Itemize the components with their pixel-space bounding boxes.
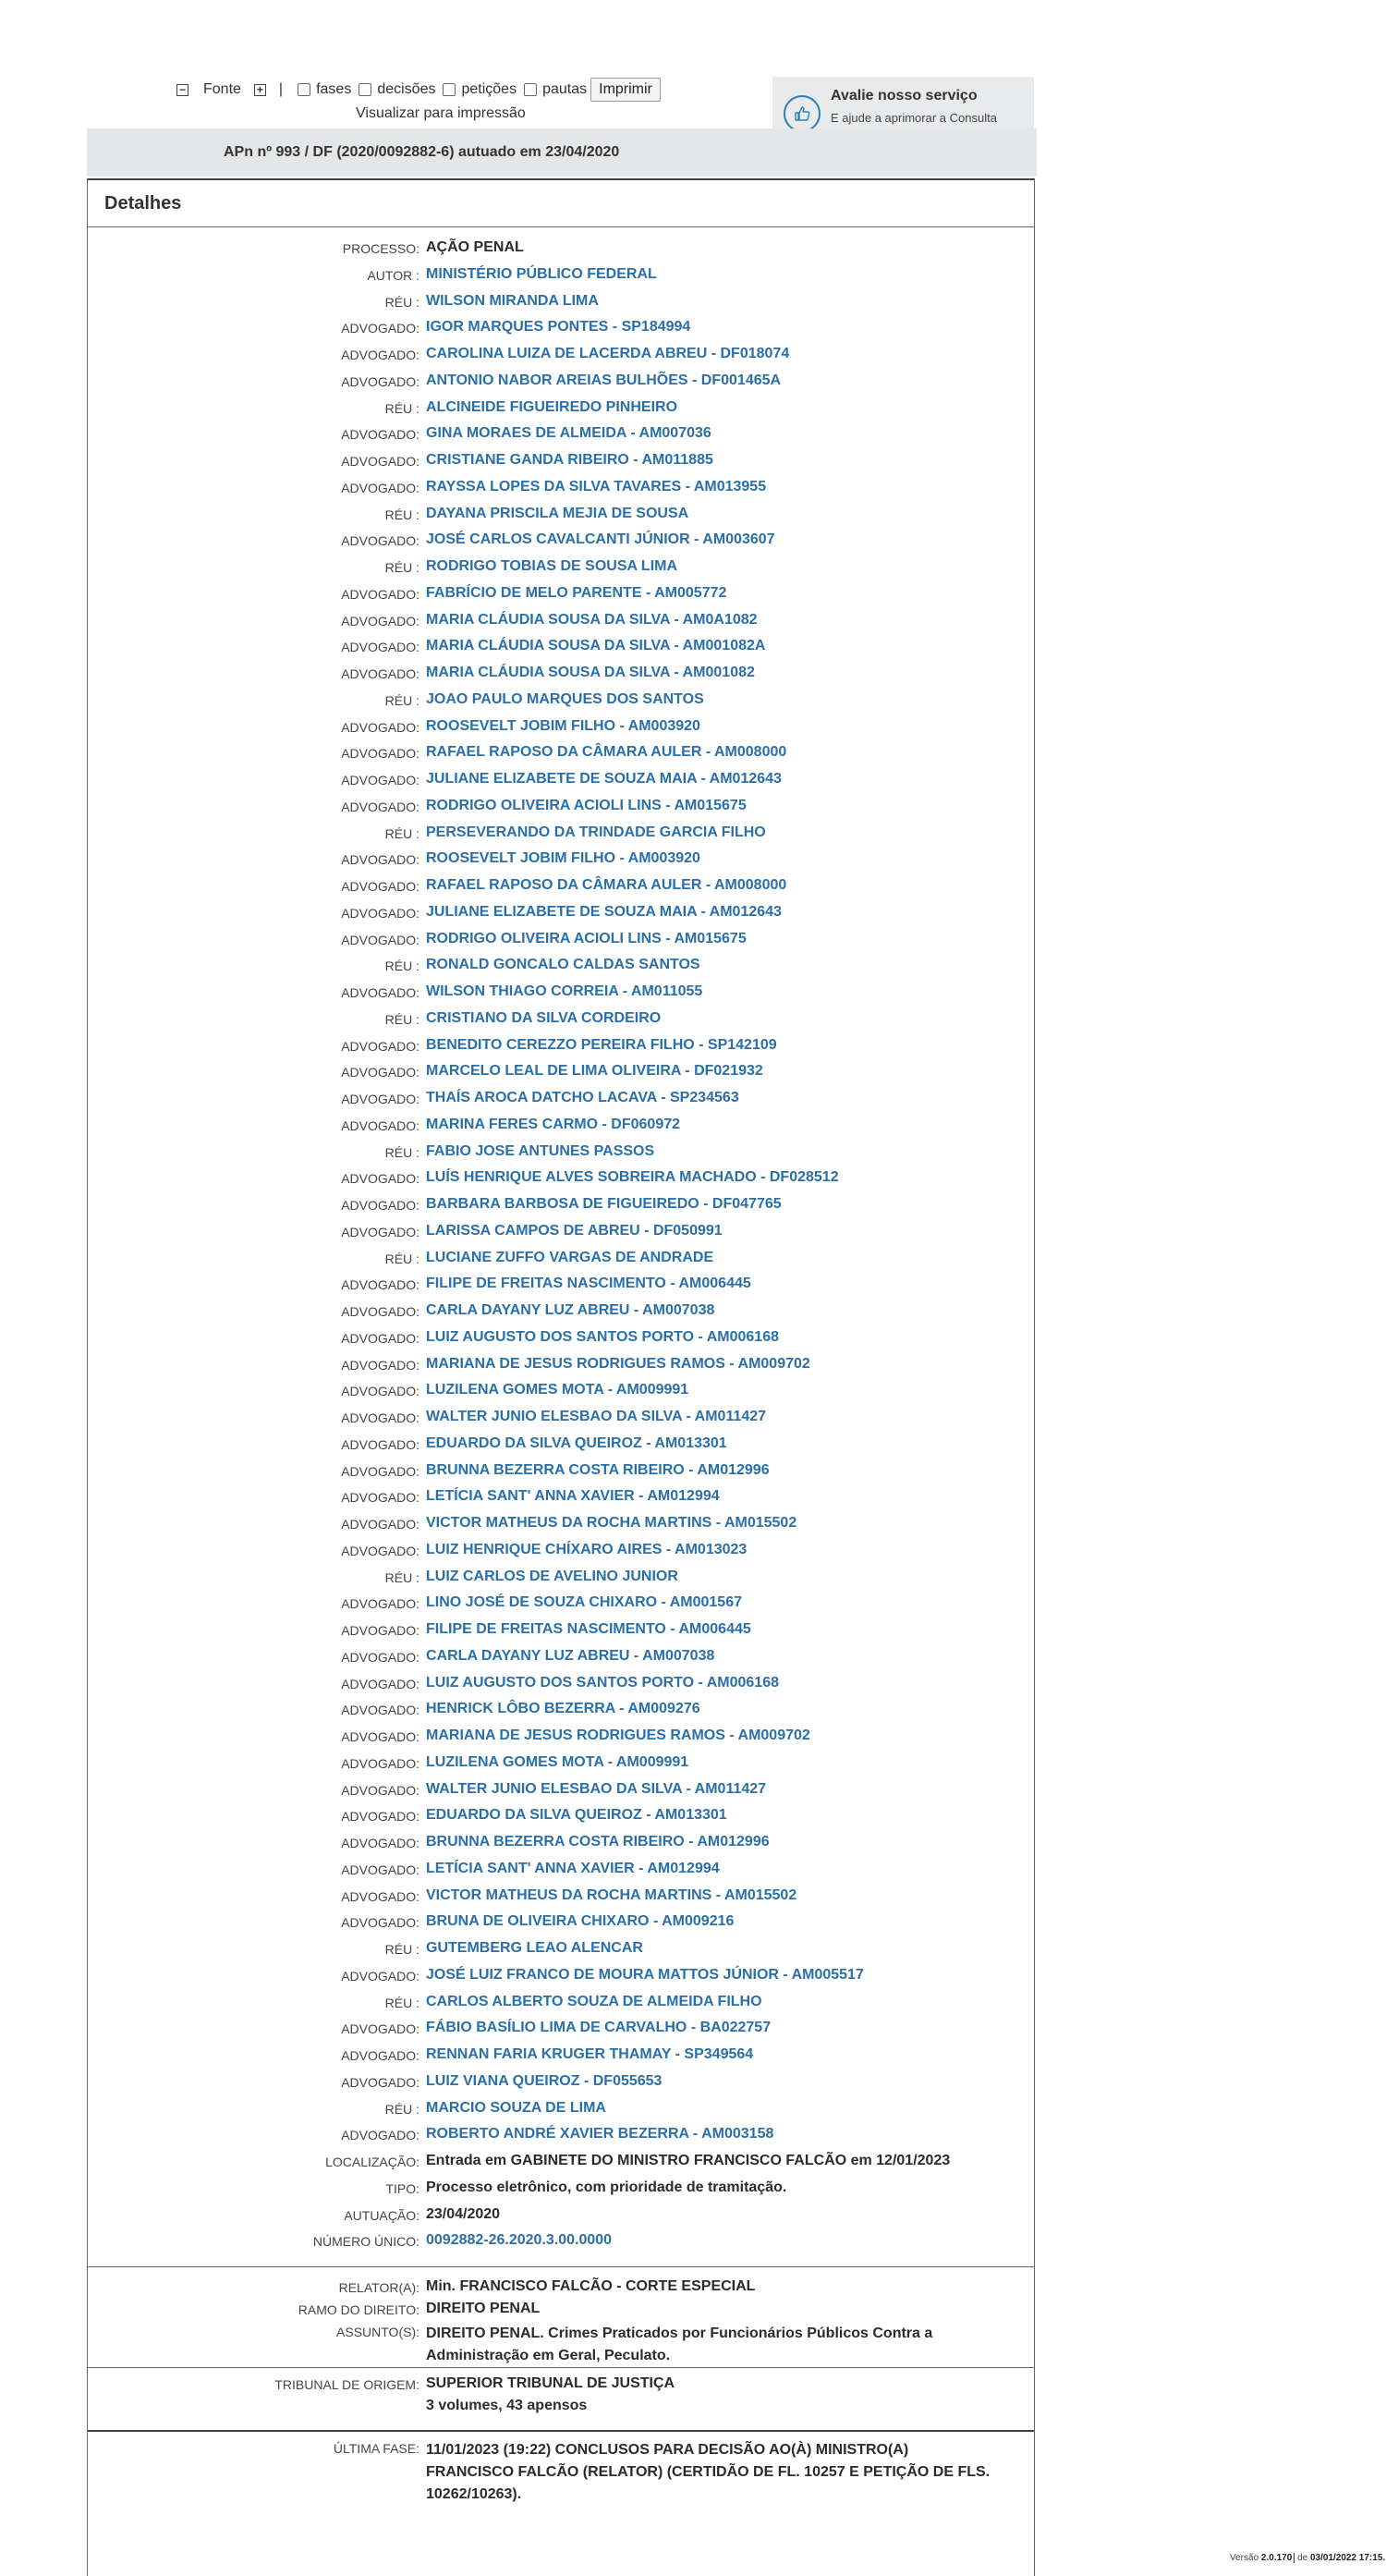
- party-link[interactable]: RENNAN FARIA KRUGER THAMAY - SP349564: [426, 2046, 754, 2062]
- detail-label: ADVOGADO:: [341, 1623, 419, 1638]
- party-link[interactable]: JOSÉ CARLOS CAVALCANTI JÚNIOR - AM003607: [426, 531, 775, 548]
- detail-label: ADVOGADO:: [341, 719, 419, 735]
- detail-label: ADVOGADO:: [341, 1729, 419, 1744]
- party-link[interactable]: WILSON MIRANDA LIMA: [426, 292, 599, 309]
- party-link[interactable]: DAYANA PRISCILA MEJIA DE SOUSA: [426, 505, 689, 521]
- party-link[interactable]: LUZILENA GOMES MOTA - AM009991: [426, 1753, 689, 1770]
- detail-label: ADVOGADO:: [341, 905, 419, 921]
- party-link[interactable]: LUIZ CARLOS DE AVELINO JUNIOR: [426, 1568, 678, 1584]
- party-link[interactable]: PERSEVERANDO DA TRINDADE GARCIA FILHO: [426, 824, 766, 840]
- party-link[interactable]: MARIANA DE JESUS RODRIGUES RAMOS - AM009702: [426, 1355, 810, 1372]
- party-link[interactable]: BENEDITO CEREZZO PEREIRA FILHO - SP142109: [426, 1036, 777, 1053]
- detail-row: [88, 239, 1034, 266]
- detail-row: [88, 2206, 1034, 2233]
- detail-row: [88, 1807, 1034, 1834]
- detail-label: ADVOGADO:: [341, 666, 419, 681]
- detail-label: RÉU :: [384, 1995, 419, 2010]
- detail-label: ADVOGADO:: [341, 1330, 419, 1346]
- party-link[interactable]: CAROLINA LUIZA DE LACERDA ABREU - DF018074: [426, 346, 790, 361]
- party-link[interactable]: MARIA CLÁUDIA SOUSA DA SILVA - AM001082A: [426, 638, 766, 654]
- pautas-label: pautas: [542, 81, 588, 97]
- peticoes-label: petições: [461, 81, 517, 97]
- party-link[interactable]: MARIA CLÁUDIA SOUSA DA SILVA - AM0A1082: [426, 611, 758, 628]
- ultima-fase-section: [88, 2430, 1034, 2511]
- party-link[interactable]: CARLOS ALBERTO SOUZA DE ALMEIDA FILHO: [426, 1993, 762, 2009]
- detail-row: [88, 1701, 1034, 1728]
- party-link[interactable]: LUIZ AUGUSTO DOS SANTOS PORTO - AM006168: [426, 1328, 779, 1345]
- detail-row: [88, 1063, 1034, 1090]
- party-link[interactable]: LARISSA CAMPOS DE ABREU - DF050991: [426, 1222, 723, 1239]
- detail-row: [88, 506, 1034, 532]
- detail-row: [88, 1515, 1034, 1542]
- detail-row: [88, 1196, 1034, 1223]
- detail-row: [88, 1143, 1034, 1170]
- detail-label: ADVOGADO:: [341, 1171, 419, 1187]
- detail-row: [88, 718, 1034, 745]
- detail-row: [88, 1382, 1034, 1409]
- party-link[interactable]: CARLA DAYANY LUZ ABREU - AM007038: [426, 1302, 715, 1318]
- detail-label: ADVOGADO:: [341, 1968, 419, 1984]
- detail-label: RÉU :: [384, 294, 419, 310]
- detail-row: [88, 1940, 1034, 1967]
- detail-label: ADVOGADO:: [341, 932, 419, 947]
- detail-label: ADVOGADO:: [341, 2021, 419, 2037]
- detail-row: [88, 798, 1034, 824]
- detail-row: [88, 479, 1034, 506]
- detail-label: ADVOGADO:: [341, 1649, 419, 1665]
- detail-row: [88, 1675, 1034, 1702]
- detail-row: [88, 1569, 1034, 1595]
- detail-label: ADVOGADO:: [341, 613, 419, 629]
- fases-label: fases: [316, 81, 352, 97]
- detail-row: [88, 1994, 1034, 2021]
- detail-label: ADVOGADO:: [341, 586, 419, 602]
- detail-label: ADVOGADO:: [341, 2074, 419, 2090]
- party-link[interactable]: VICTOR MATHEUS DA ROCHA MARTINS - AM015502: [426, 1886, 797, 1903]
- print-button[interactable]: Imprimir: [590, 78, 661, 102]
- detail-label: PROCESSO:: [342, 241, 419, 256]
- detail-row: [88, 2179, 1034, 2206]
- party-link[interactable]: RONALD GONCALO CALDAS SANTOS: [426, 957, 700, 973]
- party-link[interactable]: RODRIGO TOBIAS DE SOUSA LIMA: [426, 558, 678, 574]
- detail-label: ADVOGADO:: [341, 879, 419, 894]
- detail-label: ADVOGADO:: [341, 1117, 419, 1133]
- detail-row: [88, 1435, 1034, 1462]
- party-link[interactable]: MARCELO LEAL DE LIMA OLIVEIRA - DF021932: [426, 1063, 763, 1080]
- detail-label: ADVOGADO:: [341, 348, 419, 362]
- detail-label: ADVOGADO:: [341, 533, 419, 549]
- relator-section: [88, 2266, 1034, 2373]
- detail-label: RÉU :: [384, 825, 419, 841]
- detail-label: ADVOGADO:: [341, 1543, 419, 1558]
- party-link[interactable]: RAFAEL RAPOSO DA CÂMARA AULER - AM008000: [426, 744, 787, 761]
- assunto-value: DIREITO PENAL. Crimes Praticados por Funcionários Públicos Contra a Administração em Geral, Peculato.: [426, 2326, 933, 2363]
- detail-row: [88, 2046, 1034, 2073]
- party-link[interactable]: BRUNNA BEZERRA COSTA RIBEIRO - AM012996: [426, 1461, 770, 1478]
- pautas-checkbox[interactable]: [524, 83, 537, 96]
- detail-row: [88, 531, 1034, 558]
- detail-label: ADVOGADO:: [341, 427, 419, 443]
- ramo-label: RAMO DO DIREITO:: [298, 2302, 419, 2317]
- detail-label: TIPO:: [385, 2180, 419, 2196]
- party-link[interactable]: RAFAEL RAPOSO DA CÂMARA AULER - AM008000: [426, 877, 787, 893]
- party-link[interactable]: VICTOR MATHEUS DA ROCHA MARTINS - AM015502: [426, 1515, 797, 1531]
- party-link[interactable]: ROOSEVELT JOBIM FILHO - AM003920: [426, 850, 700, 867]
- detail-value: Processo eletrônico, com prioridade de tramitação.: [426, 2179, 787, 2195]
- detail-row: [88, 638, 1034, 665]
- detail-row: [88, 293, 1034, 320]
- detail-row: [88, 877, 1034, 904]
- detail-label: ADVOGADO:: [341, 1836, 419, 1850]
- version-prefix: Versão: [1230, 2553, 1259, 2563]
- detail-label: ADVOGADO:: [341, 1915, 419, 1931]
- detail-label: ADVOGADO:: [341, 1782, 419, 1798]
- detail-label: ADVOGADO:: [341, 2128, 419, 2143]
- detail-row: [88, 1010, 1034, 1037]
- rate-title: Avalie nosso serviço: [831, 88, 978, 104]
- detail-row: [88, 2126, 1034, 2153]
- detail-row: [88, 931, 1034, 958]
- detail-value: Entrada em GABINETE DO MINISTRO FRANCISCO FALCÃO em 12/01/2023: [426, 2153, 951, 2168]
- detail-label: RÉU :: [384, 1011, 419, 1027]
- detail-label: ADVOGADO:: [341, 1755, 419, 1771]
- print-view-link[interactable]: Visualizar para impressão: [356, 105, 526, 121]
- detail-label: ADVOGADO:: [341, 373, 419, 389]
- details-heading: Detalhes: [88, 180, 1034, 227]
- detail-row: [88, 2073, 1034, 2100]
- detail-row: [88, 1834, 1034, 1861]
- detail-row: [88, 372, 1034, 399]
- detail-row: [88, 691, 1034, 718]
- detail-label: ADVOGADO:: [341, 1517, 419, 1532]
- detail-label: ADVOGADO:: [341, 640, 419, 655]
- party-link[interactable]: EDUARDO DA SILVA QUEIROZ - AM013301: [426, 1435, 727, 1451]
- party-link[interactable]: FILIPE DE FREITAS NASCIMENTO - AM006445: [426, 1276, 751, 1292]
- party-link[interactable]: EDUARDO DA SILVA QUEIROZ - AM013301: [426, 1807, 727, 1824]
- detail-row: [88, 1967, 1034, 1994]
- party-link[interactable]: LETÍCIA SANT' ANNA XAVIER - AM012994: [426, 1860, 720, 1876]
- font-decrease-button[interactable]: −: [176, 84, 188, 96]
- detail-row: [88, 1329, 1034, 1356]
- detail-label: RÉU :: [384, 1251, 419, 1266]
- party-link[interactable]: LUÍS HENRIQUE ALVES SOBREIRA MACHADO - DF028512: [426, 1169, 839, 1186]
- volumes-value: 3 volumes, 43 apensos: [426, 2398, 588, 2413]
- party-link[interactable]: LUCIANE ZUFFO VARGAS DE ANDRADE: [426, 1249, 714, 1265]
- detail-row: [88, 319, 1034, 346]
- party-link[interactable]: HENRICK LÔBO BEZERRA - AM009276: [426, 1701, 700, 1717]
- detail-label: RÉU :: [384, 1144, 419, 1160]
- detail-row: [88, 1409, 1034, 1435]
- party-link[interactable]: MARINA FERES CARMO - DF060972: [426, 1116, 681, 1132]
- detail-label: ADVOGADO:: [341, 321, 419, 336]
- party-link[interactable]: CARLA DAYANY LUZ ABREU - AM007038: [426, 1647, 715, 1664]
- detail-label: ADVOGADO:: [341, 2048, 419, 2063]
- detail-label: ADVOGADO:: [341, 1065, 419, 1080]
- detail-label: ADVOGADO:: [341, 852, 419, 868]
- detail-row: [88, 1037, 1034, 1064]
- detail-label: ADVOGADO:: [341, 1463, 419, 1479]
- version-of: de: [1297, 2553, 1308, 2563]
- detail-row: [88, 346, 1034, 372]
- detail-row: [88, 1250, 1034, 1276]
- rate-subtitle: E ajude a aprimorar a Consulta: [831, 111, 997, 125]
- tribunal-value: SUPERIOR TRIBUNAL DE JUSTIÇA: [426, 2375, 675, 2391]
- relator-label: RELATOR(A):: [338, 2280, 419, 2295]
- ramo-value: DIREITO PENAL: [426, 2301, 541, 2316]
- detail-label: ADVOGADO:: [341, 799, 419, 814]
- party-link[interactable]: FILIPE DE FREITAS NASCIMENTO - AM006445: [426, 1621, 751, 1637]
- detail-label: ADVOGADO:: [341, 1862, 419, 1877]
- party-link[interactable]: WALTER JUNIO ELESBAO DA SILVA - AM011427: [426, 1780, 767, 1797]
- party-link[interactable]: RAYSSA LOPES DA SILVA TAVARES - AM013955: [426, 478, 767, 494]
- detail-row: [88, 850, 1034, 877]
- relator-value: Min. FRANCISCO FALCÃO - CORTE ESPECIAL: [426, 2278, 756, 2294]
- detail-value: AÇÃO PENAL: [426, 239, 524, 255]
- detail-label: ADVOGADO:: [341, 1384, 419, 1399]
- detail-row: [88, 612, 1034, 639]
- detail-label: RÉU :: [384, 1942, 419, 1957]
- party-link[interactable]: ALCINEIDE FIGUEIREDO PINHEIRO: [426, 398, 678, 415]
- party-link[interactable]: FÁBIO BASÍLIO LIMA DE CARVALHO - BA022757: [426, 2020, 772, 2036]
- detail-label: ADVOGADO:: [341, 480, 419, 495]
- detail-label: ADVOGADO:: [341, 1224, 419, 1239]
- detail-row: [88, 1594, 1034, 1621]
- detail-row: [88, 452, 1034, 479]
- detail-label: RÉU :: [384, 507, 419, 522]
- detail-label: RÉU :: [384, 958, 419, 974]
- party-link[interactable]: THAÍS AROCA DATCHO LACAVA - SP234563: [426, 1090, 739, 1105]
- party-link[interactable]: WALTER JUNIO ELESBAO DA SILVA - AM011427: [426, 1409, 767, 1424]
- detail-row: [88, 558, 1034, 585]
- detail-row: [88, 771, 1034, 798]
- version-footer: [1230, 2553, 1385, 2563]
- party-link[interactable]: BARBARA BARBOSA DE FIGUEIREDO - DF047765: [426, 1196, 782, 1212]
- party-link[interactable]: MINISTÉRIO PÚBLICO FEDERAL: [426, 265, 657, 282]
- detail-row: [88, 1887, 1034, 1914]
- detail-row: [88, 983, 1034, 1010]
- detail-row: [88, 1488, 1034, 1515]
- detail-row: [88, 1648, 1034, 1675]
- detail-row: [88, 2232, 1034, 2259]
- ultima-fase-value: 11/01/2023 (19:22) CONCLUSOS PARA DECISÃO AO(À) MINISTRO(A) FRANCISCO FALCÃO (RELATOR) (CERTIDÃO DE FL. 10257 E PETIÇÃO DE FLS. 10262/10263).: [426, 2442, 991, 2502]
- party-link[interactable]: RODRIGO OLIVEIRA ACIOLI LINS - AM015675: [426, 797, 747, 813]
- peticoes-checkbox[interactable]: [443, 83, 456, 96]
- version-number: 2.0.170: [1261, 2553, 1295, 2563]
- process-title: APn nº 993 / DF (2020/0092882-6) autuado em 23/04/2020: [224, 144, 620, 160]
- detail-label: ADVOGADO:: [341, 1304, 419, 1319]
- detail-label: RÉU :: [384, 2101, 419, 2117]
- party-link[interactable]: JOSÉ LUIZ FRANCO DE MOURA MATTOS JÚNIOR - AM005517: [426, 1966, 864, 1983]
- party-link[interactable]: CRISTIANE GANDA RIBEIRO - AM011885: [426, 452, 713, 468]
- party-link[interactable]: FABIO JOSE ANTUNES PASSOS: [426, 1142, 655, 1159]
- decisoes-checkbox[interactable]: [359, 83, 371, 96]
- detail-row: [88, 1223, 1034, 1250]
- party-link[interactable]: GUTEMBERG LEAO ALENCAR: [426, 1940, 643, 1956]
- detail-row: [88, 585, 1034, 612]
- detail-label: ADVOGADO:: [341, 746, 419, 762]
- detail-label: ADVOGADO:: [341, 1092, 419, 1106]
- detail-label: ADVOGADO:: [341, 985, 419, 1000]
- detail-row: [88, 1861, 1034, 1887]
- party-link[interactable]: LINO JOSÉ DE SOUZA CHIXARO - AM001567: [426, 1594, 742, 1611]
- detail-row: [88, 1621, 1034, 1648]
- detail-label: RÉU :: [384, 692, 419, 708]
- detail-label: ADVOGADO:: [341, 1676, 419, 1691]
- detail-row: [88, 1462, 1034, 1489]
- party-link[interactable]: JOAO PAULO MARQUES DOS SANTOS: [426, 690, 704, 707]
- detail-label: AUTOR :: [367, 267, 419, 283]
- detail-label: ADVOGADO:: [341, 1809, 419, 1825]
- party-link[interactable]: IGOR MARQUES PONTES - SP184994: [426, 319, 691, 336]
- party-link[interactable]: MARCIO SOUZA DE LIMA: [426, 2099, 606, 2116]
- detail-value: 23/04/2020: [426, 2205, 501, 2222]
- detail-label: LOCALIZAÇÃO:: [325, 2155, 419, 2169]
- party-link[interactable]: BRUNA DE OLIVEIRA CHIXARO - AM009216: [426, 1913, 735, 1930]
- party-link[interactable]: ANTONIO NABOR AREIAS BULHÕES - DF001465A: [426, 372, 782, 388]
- detail-label: ADVOGADO:: [341, 1410, 419, 1425]
- detail-label: ADVOGADO:: [341, 1357, 419, 1373]
- detail-label: ADVOGADO:: [341, 1038, 419, 1054]
- detail-row: [88, 665, 1034, 691]
- fases-checkbox[interactable]: [298, 83, 310, 96]
- detail-label: ADVOGADO:: [341, 1277, 419, 1293]
- detail-row: [88, 904, 1034, 931]
- party-link[interactable]: JULIANE ELIZABETE DE SOUZA MAIA - AM012643: [426, 903, 782, 920]
- party-link[interactable]: RODRIGO OLIVEIRA ACIOLI LINS - AM015675: [426, 930, 747, 946]
- party-link[interactable]: LUZILENA GOMES MOTA - AM009991: [426, 1382, 689, 1398]
- detail-row: [88, 399, 1034, 426]
- tribunal-label: TRIBUNAL DE ORIGEM:: [274, 2377, 419, 2392]
- detail-label: RÉU :: [384, 1569, 419, 1585]
- detail-label: ADVOGADO:: [341, 1436, 419, 1452]
- detail-row: [88, 266, 1034, 293]
- party-link[interactable]: ROBERTO ANDRÉ XAVIER BEZERRA - AM003158: [426, 2126, 774, 2143]
- detail-row: [88, 2100, 1034, 2127]
- detail-row: [88, 1169, 1034, 1196]
- assunto-label: ASSUNTO(S):: [336, 2325, 419, 2339]
- party-link[interactable]: BRUNNA BEZERRA COSTA RIBEIRO - AM012996: [426, 1834, 770, 1850]
- detail-label: RÉU :: [384, 560, 419, 575]
- detail-row: [88, 1090, 1034, 1117]
- party-link[interactable]: CRISTIANO DA SILVA CORDEIRO: [426, 1009, 662, 1026]
- detail-row: [88, 1754, 1034, 1781]
- party-link[interactable]: LUIZ VIANA QUEIROZ - DF055653: [426, 2072, 663, 2089]
- detail-row: [88, 1728, 1034, 1754]
- party-link[interactable]: WILSON THIAGO CORREIA - AM011055: [426, 983, 703, 999]
- detail-row: [88, 1781, 1034, 1808]
- party-link[interactable]: LUIZ HENRIQUE CHÍXARO AIRES - AM013023: [426, 1541, 748, 1557]
- party-link[interactable]: LETÍCIA SANT' ANNA XAVIER - AM012994: [426, 1488, 720, 1505]
- detail-label: ADVOGADO:: [341, 1596, 419, 1612]
- detail-row: [88, 1542, 1034, 1569]
- detail-label: ADVOGADO:: [341, 454, 419, 469]
- detail-row: [88, 1913, 1034, 1940]
- detail-row: [88, 1276, 1034, 1302]
- detail-row: [88, 425, 1034, 452]
- party-link[interactable]: GINA MORAES DE ALMEIDA - AM007036: [426, 425, 711, 442]
- version-date: 03/01/2022 17:15.: [1309, 2553, 1386, 2563]
- party-link[interactable]: ROOSEVELT JOBIM FILHO - AM003920: [426, 717, 700, 734]
- decisoes-label: decisões: [377, 81, 436, 97]
- tribunal-section: [88, 2367, 1034, 2420]
- detail-label: AUTUAÇÃO:: [344, 2207, 419, 2223]
- details-panel: [87, 178, 1035, 2576]
- detail-row: [88, 744, 1034, 771]
- party-link[interactable]: MARIANA DE JESUS RODRIGUES RAMOS - AM009702: [426, 1728, 810, 1743]
- detail-label: ADVOGADO:: [341, 1888, 419, 1904]
- detail-label: ADVOGADO:: [341, 1198, 419, 1213]
- party-link[interactable]: LUIZ AUGUSTO DOS SANTOS PORTO - AM006168: [426, 1674, 779, 1691]
- detail-row: [88, 1302, 1034, 1329]
- process-header: [87, 128, 1037, 177]
- detail-label: RÉU :: [384, 400, 419, 416]
- party-link[interactable]: MARIA CLÁUDIA SOUSA DA SILVA - AM001082: [426, 665, 755, 680]
- party-link[interactable]: 0092882-26.2020.3.00.0000: [426, 2232, 613, 2249]
- detail-label: ADVOGADO:: [341, 1490, 419, 1506]
- toolbar-separator: |: [278, 81, 284, 97]
- detail-label: ADVOGADO:: [341, 1703, 419, 1718]
- detail-row: [88, 1356, 1034, 1383]
- detail-label: NÚMERO ÚNICO:: [312, 2234, 419, 2250]
- party-link[interactable]: FABRÍCIO DE MELO PARENTE - AM005772: [426, 584, 727, 601]
- detail-row: [88, 824, 1034, 851]
- view-options-toolbar: [171, 76, 661, 104]
- font-increase-button[interactable]: +: [254, 84, 266, 96]
- detail-label: ADVOGADO:: [341, 773, 419, 787]
- ultima-fase-label: ÚLTIMA FASE:: [333, 2441, 419, 2456]
- detail-row: [88, 2020, 1034, 2046]
- detail-row: [88, 957, 1034, 983]
- font-label: Fonte: [203, 81, 241, 97]
- detail-row: [88, 2153, 1034, 2179]
- party-link[interactable]: JULIANE ELIZABETE DE SOUZA MAIA - AM012643: [426, 771, 782, 787]
- thumbs-up-icon: [784, 95, 821, 132]
- detail-row: [88, 1117, 1034, 1143]
- party-list: [88, 239, 1034, 2259]
